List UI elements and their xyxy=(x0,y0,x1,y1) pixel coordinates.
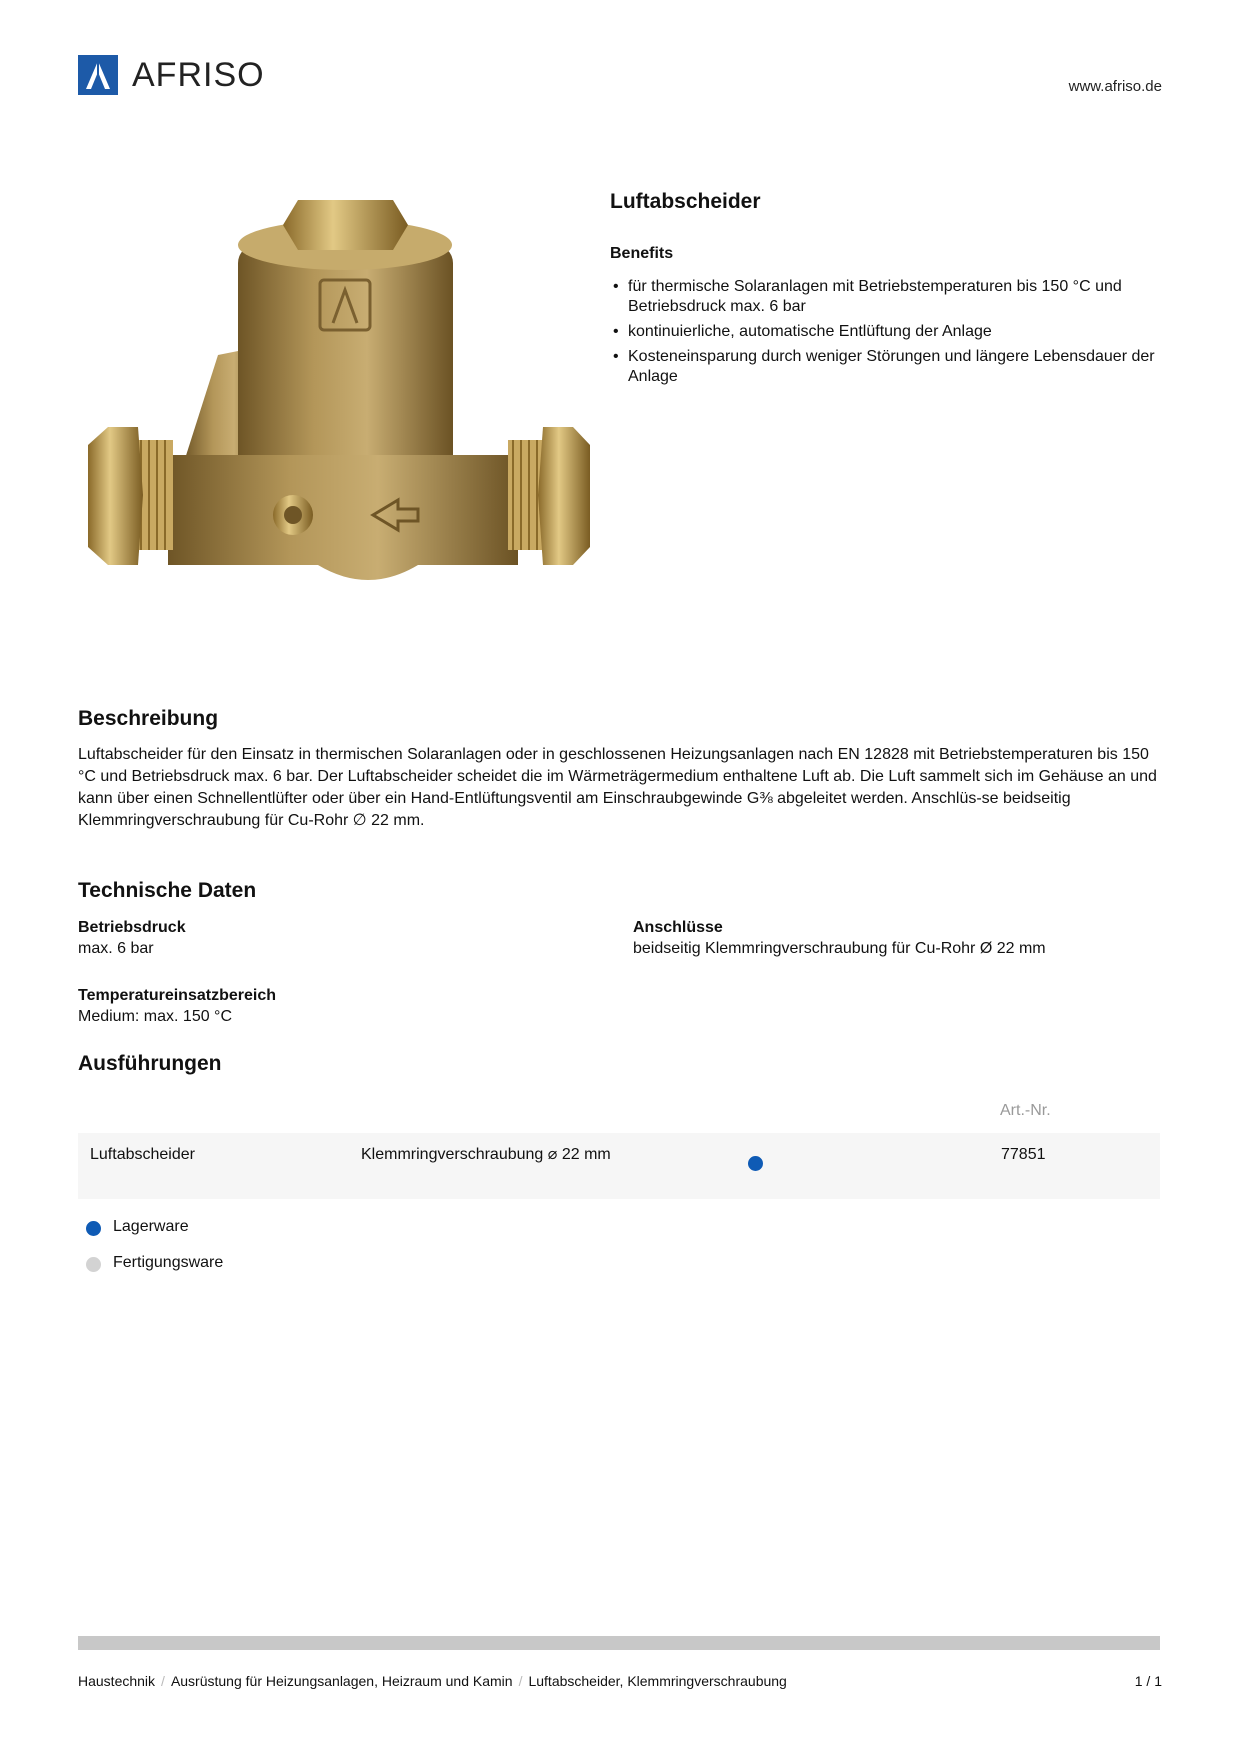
tech-data-heading: Technische Daten xyxy=(78,879,257,902)
spec-value: max. 6 bar xyxy=(78,940,154,957)
product-image xyxy=(88,195,590,635)
benefit-item: • kontinuierliche, automatische Entlüftung der Anlage xyxy=(613,322,1158,342)
afriso-logo[interactable] xyxy=(78,55,265,95)
breadcrumb-item[interactable]: Haustechnik xyxy=(78,1673,156,1689)
logo-text: AFRISO xyxy=(132,55,265,94)
breadcrumb-item[interactable]: Ausrüstung für Heizungsanlagen, Heizraum und Kamin xyxy=(170,1673,513,1689)
page-number: 1 / 1 xyxy=(1134,1673,1162,1689)
article-number: 77851 xyxy=(1001,1146,1046,1163)
footer-divider xyxy=(78,1636,1160,1650)
breadcrumb-separator: / xyxy=(161,1673,165,1689)
made-to-order-dot-icon xyxy=(86,1257,101,1272)
benefit-item: • für thermische Solaranlagen mit Betriebstemperaturen bis 150 °C und Betriebsdruck max. 6 bar xyxy=(613,277,1158,317)
spec-value: beidseitig Klemmringverschraubung für Cu-Rohr Ø 22 mm xyxy=(633,940,1046,957)
legend-item-stock xyxy=(86,1218,286,1240)
spec-operating-pressure xyxy=(78,917,186,959)
spec-value: Medium: max. 150 °C xyxy=(78,1008,233,1025)
spec-connections xyxy=(633,917,1046,959)
description-text: Luftabscheider für den Einsatz in thermischen Solaranlagen oder in geschlossenen Heizungsanlagen nach EN 12828 mit Betriebstemperaturen bis 150 °C und Betriebsdruck max. 6 bar. Der Luftabscheider scheidet die im Wärmeträgermedium enthaltene Luft ab. Die Luft sammelt sich im Gehäuse an und kann über einen Schnellentlüfter oder über ein Hand-Entlüftungsventil am Einschraubgewinde G⅜ abgeleitet werden. Anschlüs-se beidseitig Klemmringverschraubung für Cu-Rohr ∅ 22 mm. xyxy=(78,746,1157,829)
benefit-item: • Kosteneinsparung durch weniger Störungen und längere Lebensdauer der Anlage xyxy=(613,347,1158,387)
product-title: Luftabscheider xyxy=(610,190,761,213)
variants-heading: Ausführungen xyxy=(78,1052,222,1075)
spec-temperature-range xyxy=(78,985,276,1027)
afriso-logo-icon xyxy=(78,55,118,95)
benefits-heading: Benefits xyxy=(610,245,674,262)
breadcrumb-separator: / xyxy=(518,1673,523,1689)
breadcrumb-item[interactable]: Luftabscheider, Klemmringverschraubung xyxy=(528,1673,787,1689)
variant-connection: Klemmringverschraubung ⌀ 22 mm xyxy=(361,1146,611,1163)
table-row[interactable] xyxy=(78,1133,1160,1199)
legend-label: Lagerware xyxy=(113,1218,189,1235)
site-url-link[interactable]: www.afriso.de xyxy=(1068,78,1162,95)
spec-label: Temperatureinsatzbereich xyxy=(78,987,276,1004)
description-heading: Beschreibung xyxy=(78,707,219,730)
availability-indicator xyxy=(748,1156,763,1171)
benefits-list xyxy=(613,277,1158,392)
legend-item-made-to-order xyxy=(86,1254,286,1276)
stock-dot-icon xyxy=(86,1221,101,1236)
art-nr-column-header: Art.-Nr. xyxy=(1000,1102,1051,1119)
legend-label: Fertigungsware xyxy=(113,1254,224,1271)
spec-label: Anschlüsse xyxy=(633,919,723,936)
breadcrumb xyxy=(78,1673,787,1689)
variant-name: Luftabscheider xyxy=(90,1146,195,1163)
spec-label: Betriebsdruck xyxy=(78,919,186,936)
